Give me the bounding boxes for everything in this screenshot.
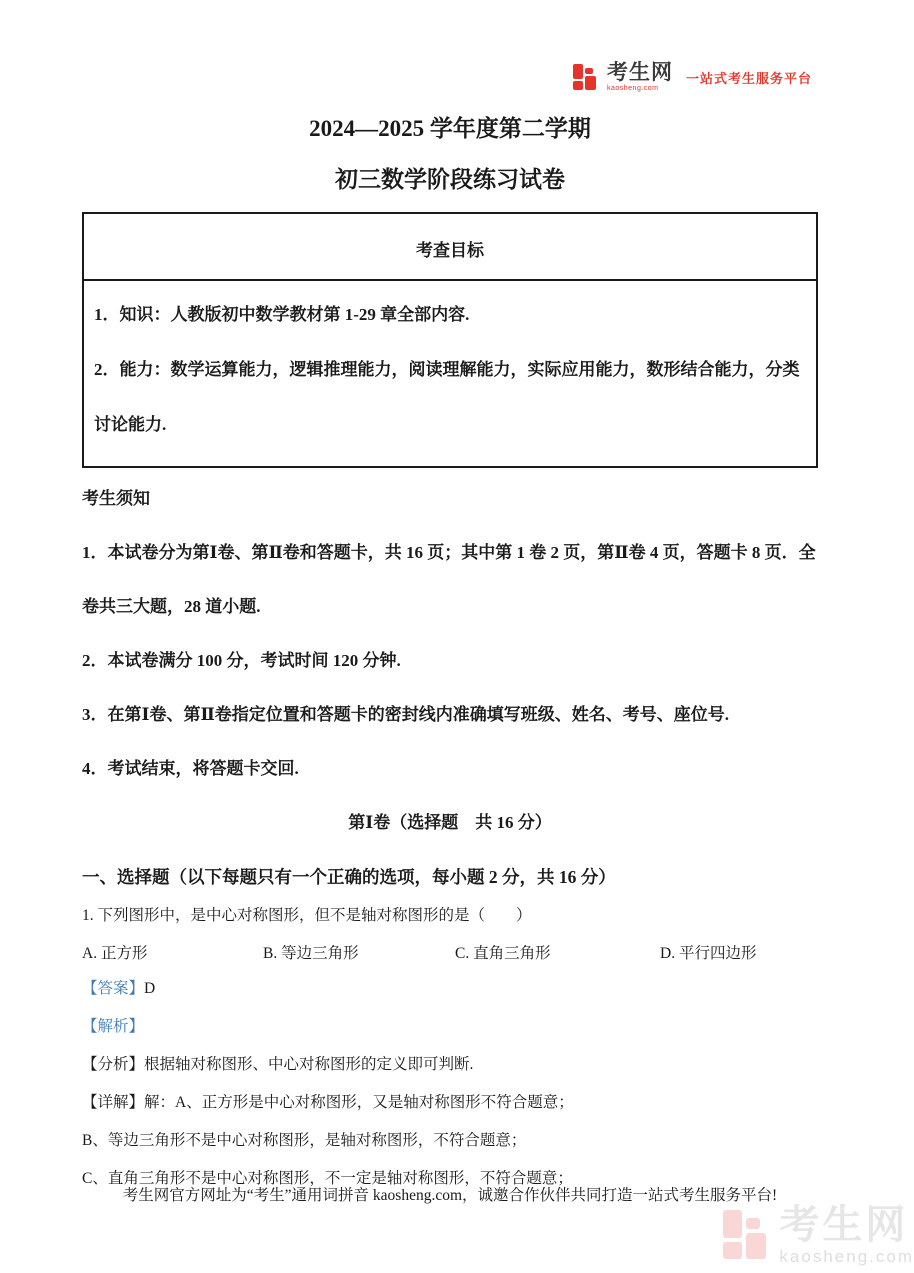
analysis-tag: 【分析】 <box>82 1056 145 1073</box>
detail-line-3: C、直角三角形不是中心对称图形，不一定是轴对称图形，不符合题意； <box>82 1170 573 1187</box>
notice-item-1: 1．本试卷分为第Ⅰ卷、第Ⅱ卷和答题卡，共 16 页；其中第 1 卷 2 页，第Ⅱ卷 4 页，答题卡 8 页．全卷共三大题，28 道小题. <box>82 543 816 616</box>
footer-note: 考生网官方网址为“考生”通用词拼音 kaosheng.com，诚邀合作伙伴共同打造一站式考生服务平台! <box>122 1187 778 1204</box>
objective-item-1: 1．知识：人教版初中数学教材第 1-29 章全部内容. <box>94 305 470 324</box>
notice-item-3: 3．在第Ⅰ卷、第Ⅱ卷指定位置和答题卡的密封线内准确填写班级、姓名、考号、座位号. <box>82 705 730 724</box>
notice-item-4: 4．考试结束，将答题卡交回. <box>82 759 299 778</box>
exam-title-line2: 初三数学阶段练习试卷 <box>335 167 565 192</box>
question-1-stem: 1. 下列图形中，是中心对称图形，但不是轴对称图形的是（ ） <box>82 907 532 924</box>
detail-text-1: 解：A、正方形是中心对称图形，又是轴对称图形不符合题意； <box>144 1094 574 1111</box>
objectives-box <box>82 212 818 468</box>
answer-value: D <box>144 980 156 997</box>
option-c: C. 直角三角形 <box>455 945 551 962</box>
watermark-domain: kaosheng.com <box>779 1247 914 1266</box>
option-a: A. 正方形 <box>82 945 148 962</box>
answer-line <box>82 977 818 1001</box>
exam-title-line1: 2024—2025 学年度第二学期 <box>309 116 591 141</box>
kaosheng-watermark-icon <box>723 1210 769 1260</box>
analysis-line <box>82 1053 818 1077</box>
watermark-name: 考生网 <box>779 1203 909 1247</box>
section1-heading: 第Ⅰ卷（选择题 共 16 分） <box>348 813 552 832</box>
objectives-box-header: 考查目标 <box>84 214 816 281</box>
question-1-block <box>82 904 818 1191</box>
answer-label: 【答案】 <box>82 980 145 997</box>
detail-tag: 【详解】 <box>82 1094 145 1111</box>
detail-line-2: B、等边三角形不是中心对称图形，是轴对称图形，不符合题意； <box>82 1132 527 1149</box>
analysis-label: 【解析】 <box>82 1018 145 1035</box>
brand-name: 考生网 <box>606 61 673 84</box>
objectives-box-body <box>84 281 816 466</box>
watermark <box>723 1205 914 1265</box>
detail-line-1 <box>82 1091 818 1115</box>
notice-item-2: 2．本试卷满分 100 分，考试时间 120 分钟. <box>82 651 401 670</box>
brand-tagline: 一站式考生服务平台 <box>685 70 812 86</box>
analysis-label-line <box>82 1015 818 1039</box>
question-1-options <box>82 942 818 966</box>
option-d: D. 平行四边形 <box>660 945 757 962</box>
watermark-text-block <box>779 1205 914 1265</box>
document-body <box>82 0 818 1205</box>
section1-subheading: 一、选择题（以下每题只有一个正确的选项，每小题 2 分，共 16 分） <box>82 867 616 887</box>
brand-domain: kaosheng.com <box>606 85 659 92</box>
analysis-text: 根据轴对称图形、中心对称图形的定义即可判断. <box>144 1056 474 1073</box>
notice-section <box>82 472 818 796</box>
objective-item-2: 2．能力：数学运算能力，逻辑推理能力，阅读理解能力，实际应用能力，数形结合能力，分类讨论能力. <box>94 360 800 434</box>
notice-heading: 考生须知 <box>82 489 150 508</box>
option-b: B. 等边三角形 <box>263 945 359 962</box>
